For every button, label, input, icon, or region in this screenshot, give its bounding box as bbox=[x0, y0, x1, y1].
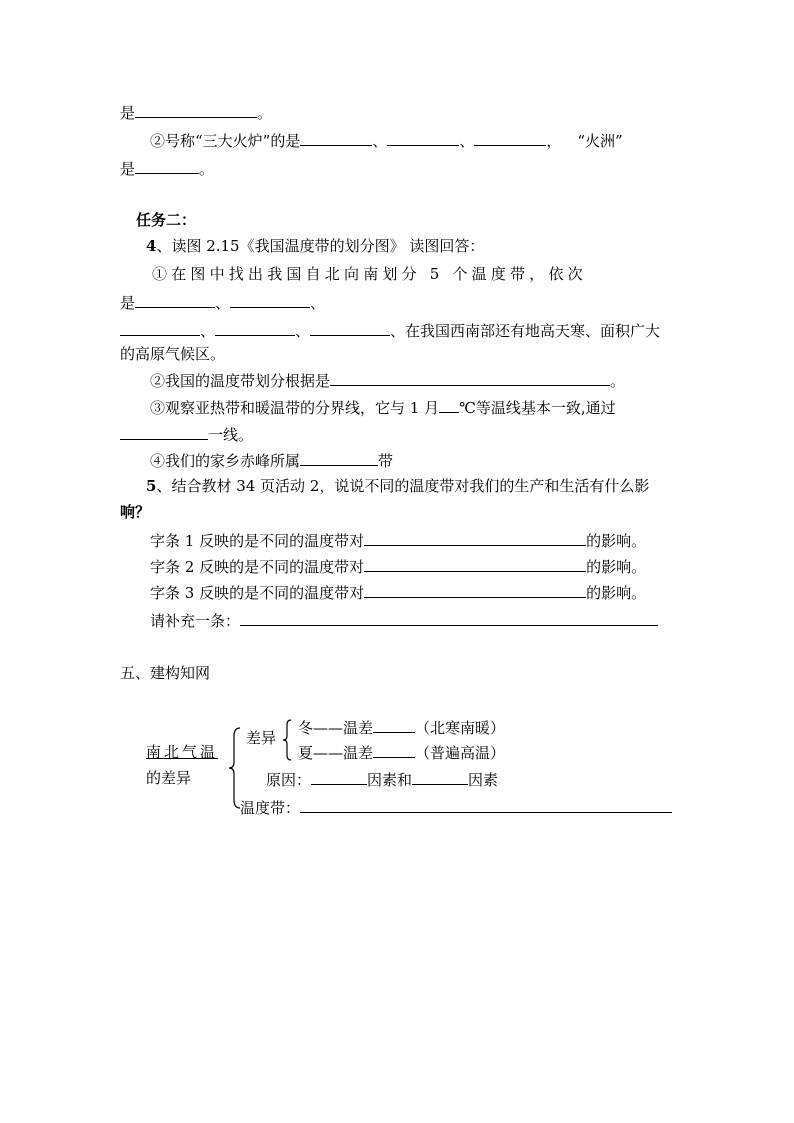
q4-sub1-line4: 的高原气候区。 bbox=[120, 345, 226, 363]
q5-row-prefix: 字条 2 反映的是不同的温度带对 bbox=[150, 558, 365, 576]
separator: ， bbox=[546, 132, 562, 150]
blank[interactable] bbox=[364, 530, 586, 546]
q4-sub3 bbox=[150, 397, 616, 418]
map-summer-text: 夏——温差 bbox=[298, 744, 374, 762]
q4-sub2-suffix: 。 bbox=[610, 372, 626, 390]
furnace-text: ②号称“三大火炉”的是 bbox=[150, 132, 301, 150]
q5-row-2 bbox=[150, 556, 646, 577]
blank[interactable] bbox=[135, 102, 257, 118]
q4-sub2 bbox=[150, 370, 625, 391]
map-root-line2: 的差异 bbox=[146, 769, 192, 787]
section5-title: 五、建构知网 bbox=[120, 664, 211, 682]
q5-heading-line2: 响？ bbox=[120, 503, 151, 521]
blank[interactable] bbox=[300, 450, 378, 466]
sub-brace-icon bbox=[282, 718, 292, 762]
blank[interactable] bbox=[311, 769, 367, 785]
blank[interactable] bbox=[135, 158, 199, 174]
map-summer bbox=[298, 742, 505, 763]
q4-heading bbox=[146, 236, 484, 256]
q4-sub1-line1 bbox=[152, 264, 587, 284]
q4-sub3-suffix: ℃等温线基本一致,通过 bbox=[459, 399, 616, 417]
map-winter-text: 冬——温差 bbox=[298, 719, 374, 737]
q4-number: 4 bbox=[146, 237, 157, 255]
q4-sub3-line2-suffix: 一线。 bbox=[208, 426, 254, 444]
map-cause-suffix: 因素 bbox=[468, 771, 499, 789]
q5-extra-prefix: 请补充一条： bbox=[150, 612, 241, 630]
map-diff-label: 差异 bbox=[246, 729, 277, 747]
separator: 、 bbox=[310, 294, 326, 312]
blank[interactable] bbox=[364, 582, 586, 598]
carry-prefix: 是 bbox=[120, 104, 136, 122]
furnace2-suffix: 。 bbox=[199, 160, 215, 178]
map-zones-text: 温度带： bbox=[240, 799, 301, 817]
map-cause bbox=[266, 769, 498, 790]
q4-sub1-suffix: 、在我国西南部还有地高天寒、面积广大 bbox=[390, 322, 661, 340]
separator: 、 bbox=[200, 322, 216, 340]
q5-row-1 bbox=[150, 530, 646, 551]
q4-sub3-line2 bbox=[120, 424, 253, 445]
map-summer-note: （普遍高温） bbox=[415, 744, 506, 762]
separator: 、 bbox=[459, 132, 475, 150]
q4-sub1-line3 bbox=[120, 320, 660, 341]
q4-sub4-suffix: 带 bbox=[378, 452, 394, 470]
blank[interactable] bbox=[474, 130, 546, 146]
q5-heading bbox=[146, 476, 649, 496]
map-cause-mid: 因素和 bbox=[367, 771, 413, 789]
furnace2-prefix: 是 bbox=[120, 160, 136, 178]
blank[interactable] bbox=[120, 320, 200, 336]
q4-sub1-line2 bbox=[120, 292, 325, 313]
blank[interactable] bbox=[373, 717, 415, 733]
q4-sub2-text: ②我国的温度带划分根据是 bbox=[150, 372, 331, 390]
q5-number: 5 bbox=[146, 477, 157, 495]
blank[interactable] bbox=[215, 320, 295, 336]
blank[interactable] bbox=[120, 424, 208, 440]
q4-text: 、读图 2.15《我国温度带的划分图》 读图回答： bbox=[156, 237, 485, 255]
q4-sub4-text: ④我们的家乡赤峰所属 bbox=[150, 452, 301, 470]
blank[interactable] bbox=[135, 292, 215, 308]
separator: 、 bbox=[215, 294, 231, 312]
q5-row-suffix: 的影响。 bbox=[586, 532, 647, 550]
carry-line bbox=[120, 102, 272, 123]
blank[interactable] bbox=[439, 397, 459, 413]
q5-text: 、结合教材 34 页活动 2，说说不同的温度带对我们的生产和生活有什么影 bbox=[156, 477, 650, 495]
fire-continent-label: “火洲” bbox=[577, 132, 623, 150]
q5-extra bbox=[150, 610, 658, 631]
separator: 、 bbox=[372, 132, 388, 150]
blank[interactable] bbox=[300, 130, 372, 146]
q4-sub4 bbox=[150, 450, 393, 471]
furnace-question bbox=[150, 130, 623, 151]
blank[interactable] bbox=[412, 769, 468, 785]
blank[interactable] bbox=[364, 556, 586, 572]
blank[interactable] bbox=[310, 320, 390, 336]
q5-row-prefix: 字条 3 反映的是不同的温度带对 bbox=[150, 584, 365, 602]
blank[interactable] bbox=[373, 742, 415, 758]
map-root-text: 南北气温 bbox=[146, 743, 219, 761]
map-winter bbox=[298, 717, 505, 738]
carry-suffix: 。 bbox=[257, 104, 273, 122]
map-zones bbox=[240, 797, 672, 818]
q4-sub1-text: ①在图中找出我国自北向南划分 5 个温度带，依次 bbox=[152, 265, 587, 283]
blank[interactable] bbox=[387, 130, 459, 146]
q5-row-prefix: 字条 1 反映的是不同的温度带对 bbox=[150, 532, 365, 550]
task2-title: 任务二： bbox=[136, 211, 197, 229]
map-winter-note: （北寒南暖） bbox=[415, 719, 506, 737]
blank[interactable] bbox=[330, 370, 610, 386]
blank[interactable] bbox=[300, 797, 672, 813]
q5-row-suffix: 的影响。 bbox=[586, 584, 647, 602]
furnace-answer-line bbox=[120, 158, 214, 179]
separator: 、 bbox=[295, 322, 311, 340]
blank[interactable] bbox=[240, 610, 658, 626]
q4-sub3-text: ③观察亚热带和暖温带的分界线，它与 1 月 bbox=[150, 399, 440, 417]
blank[interactable] bbox=[230, 292, 310, 308]
q5-row-suffix: 的影响。 bbox=[586, 558, 647, 576]
q4-sub1-prefix: 是 bbox=[120, 294, 136, 312]
q5-row-3 bbox=[150, 582, 646, 603]
map-root-line1 bbox=[146, 742, 218, 762]
map-cause-text: 原因： bbox=[266, 771, 312, 789]
